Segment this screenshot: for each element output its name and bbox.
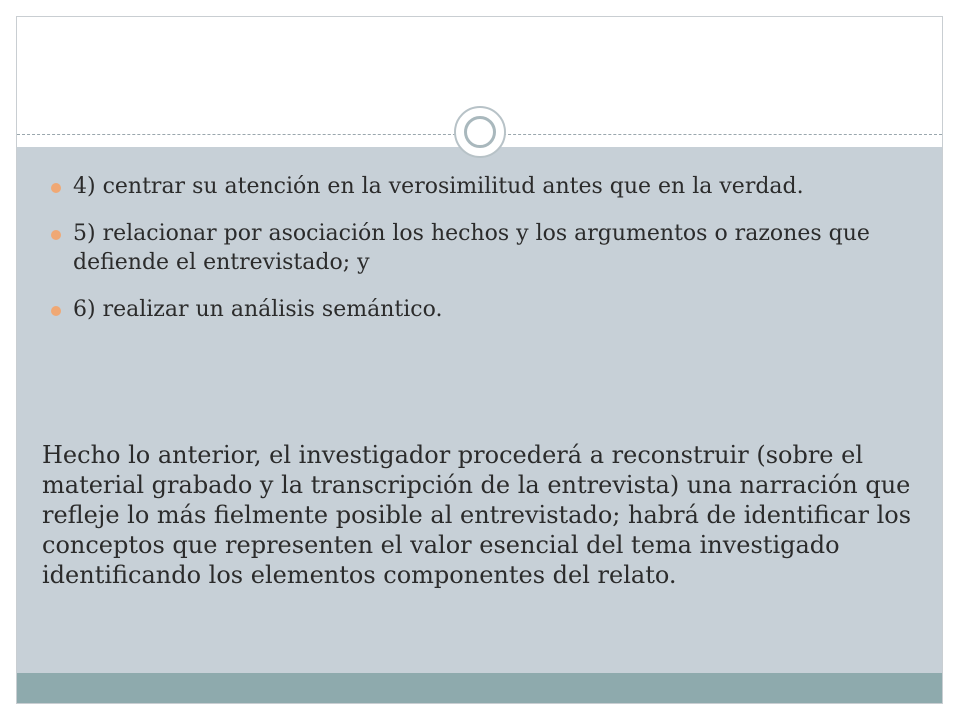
slide-frame [16, 16, 943, 704]
slide-footer-bar [17, 673, 942, 704]
circle-ornament-inner [464, 116, 496, 148]
bullet-text: 6) realizar un análisis semántico. [73, 297, 443, 322]
bullet-list [50, 172, 920, 342]
bullet-item [50, 295, 920, 324]
bullet-item [50, 172, 920, 201]
circle-ornament-icon [454, 106, 506, 158]
bullet-dot-icon [51, 183, 61, 193]
bullet-dot-icon [51, 230, 61, 240]
bullet-text: 5) relacionar por asociación los hechos y los argumentos o razones que defiende el entrevistado; y [73, 221, 870, 275]
body-paragraph: Hecho lo anterior, el investigador procederá a reconstruir (sobre el material grabado y la transcripción de la entrevista) una narración que refleje lo más fielmente posible al entrevistado; habrá de identificar los conceptos que representen el valor esencial del tema investigado identificando los elementos componentes del relato. [42, 441, 912, 589]
bullet-text: 4) centrar su atención en la verosimilitud antes que en la verdad. [73, 174, 804, 199]
bullet-item [50, 219, 920, 277]
bullet-dot-icon [51, 306, 61, 316]
